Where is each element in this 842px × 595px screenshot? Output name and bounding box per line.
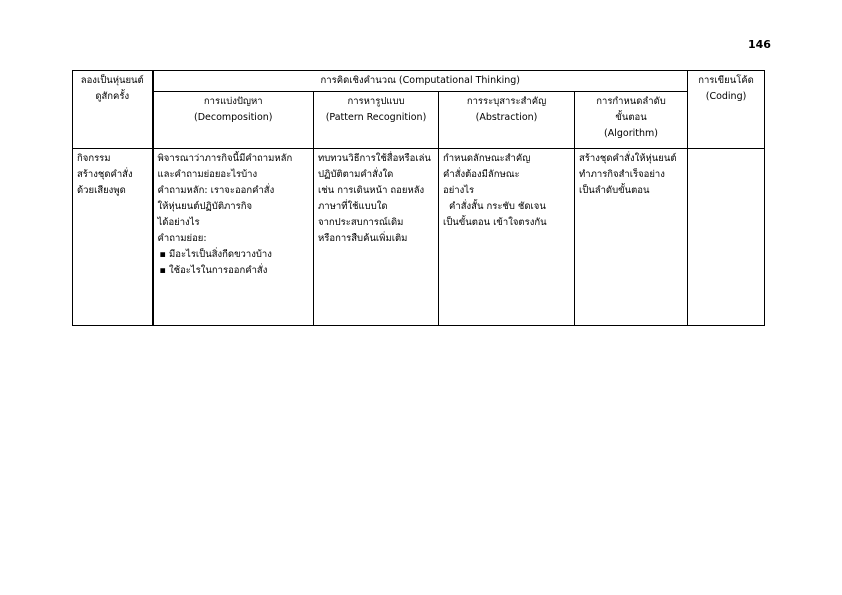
text-line: ได้อย่างไร [157,217,200,228]
text-line: พิจารณาว่าภารกิจนี้มีคำถามหลัก [157,153,293,164]
cell-coding [688,149,765,326]
text-line: คำสั่งต้องมีลักษณะ [443,169,520,180]
header-coding-line: การเขียนโค้ด [698,75,754,86]
text-line: คำสั่งสั้น กระชับ ชัดเจน [443,201,546,212]
header-activity-line: ดูสักครั้ง [95,91,130,102]
subheader-line: (Pattern Recognition) [325,112,427,123]
subheader-decomposition [153,92,314,149]
bullet-item [158,263,310,279]
subheader-line: การแบ่งปัญหา [203,96,263,107]
text-line: สร้างชุดคำสั่งให้หุ่นยนต์ [579,153,677,164]
subheader-line: การระบุสาระสำคัญ [466,96,547,107]
header-computational-thinking [153,71,688,92]
cell-abstraction [439,149,575,326]
bullet-icon: ▪ [159,265,166,276]
bullet-icon: ▪ [159,249,166,260]
bullet-text: มีอะไรเป็นสิ่งกีดขวางบ้าง [168,249,272,260]
text-line: ทำภารกิจสำเร็จอย่าง [579,169,665,180]
text-line: เป็นลำดับขั้นตอน [579,185,650,196]
text-line: หรือการสืบค้นเพิ่มเติม [318,233,408,244]
cell-algorithm [575,149,688,326]
subheader-pattern [314,92,439,149]
subheader-algorithm [575,92,688,149]
cell-activity [73,149,153,326]
cell-decomposition [153,149,314,326]
computational-thinking-table [72,70,765,326]
subheader-abstraction [439,92,575,149]
text-line: จากประสบการณ์เดิม [318,217,404,228]
subheader-line: ขั้นตอน [615,112,647,123]
text-line: กำหนดลักษณะสำคัญ [443,153,531,164]
header-group-label: การคิดเชิงคำนวณ (Computational Thinking) [320,75,520,86]
subheader-line: (Abstraction) [475,112,538,123]
subheader-line: (Decomposition) [194,112,273,123]
text-line: กิจกรรม [77,153,111,164]
text-line: สร้างชุดคำสั่ง [77,169,133,180]
page-number: 146 [748,38,771,51]
text-line: ด้วยเสียงพูด [77,185,126,196]
bullet-text: ใช้อะไรในการออกคำสั่ง [168,265,268,276]
bullet-item [158,247,310,263]
header-activity-line: ลองเป็นหุ่นยนต์ [80,75,144,86]
text-line: คำถามหลัก: เราจะออกคำสั่ง [157,185,275,196]
text-line: คำถามย่อย: [157,233,207,244]
text-line: อย่างไร [443,185,475,196]
cell-pattern [314,149,439,326]
subheader-line: การหารูปแบบ [347,96,405,107]
header-coding-line: (Coding) [705,91,747,102]
subheader-line: (Algorithm) [604,128,658,139]
header-activity-cell [73,71,153,149]
text-line: เป็นขั้นตอน เข้าใจตรงกัน [443,217,547,228]
text-line: ปฏิบัติตามคำสั่งใด [318,169,394,180]
header-coding-cell [688,71,765,149]
text-line: และคำถามย่อยอะไรบ้าง [157,169,258,180]
text-line: เช่น การเดินหน้า ถอยหลัง [318,185,425,196]
text-line: ภาษาที่ใช้แบบใด [318,201,388,212]
subheader-line: การกำหนดลำดับ [596,96,666,107]
text-line: ทบทวนวิธีการใช้สื่อหรือเล่น [318,153,431,164]
text-line: ให้หุ่นยนต์ปฏิบัติภารกิจ [157,201,253,212]
